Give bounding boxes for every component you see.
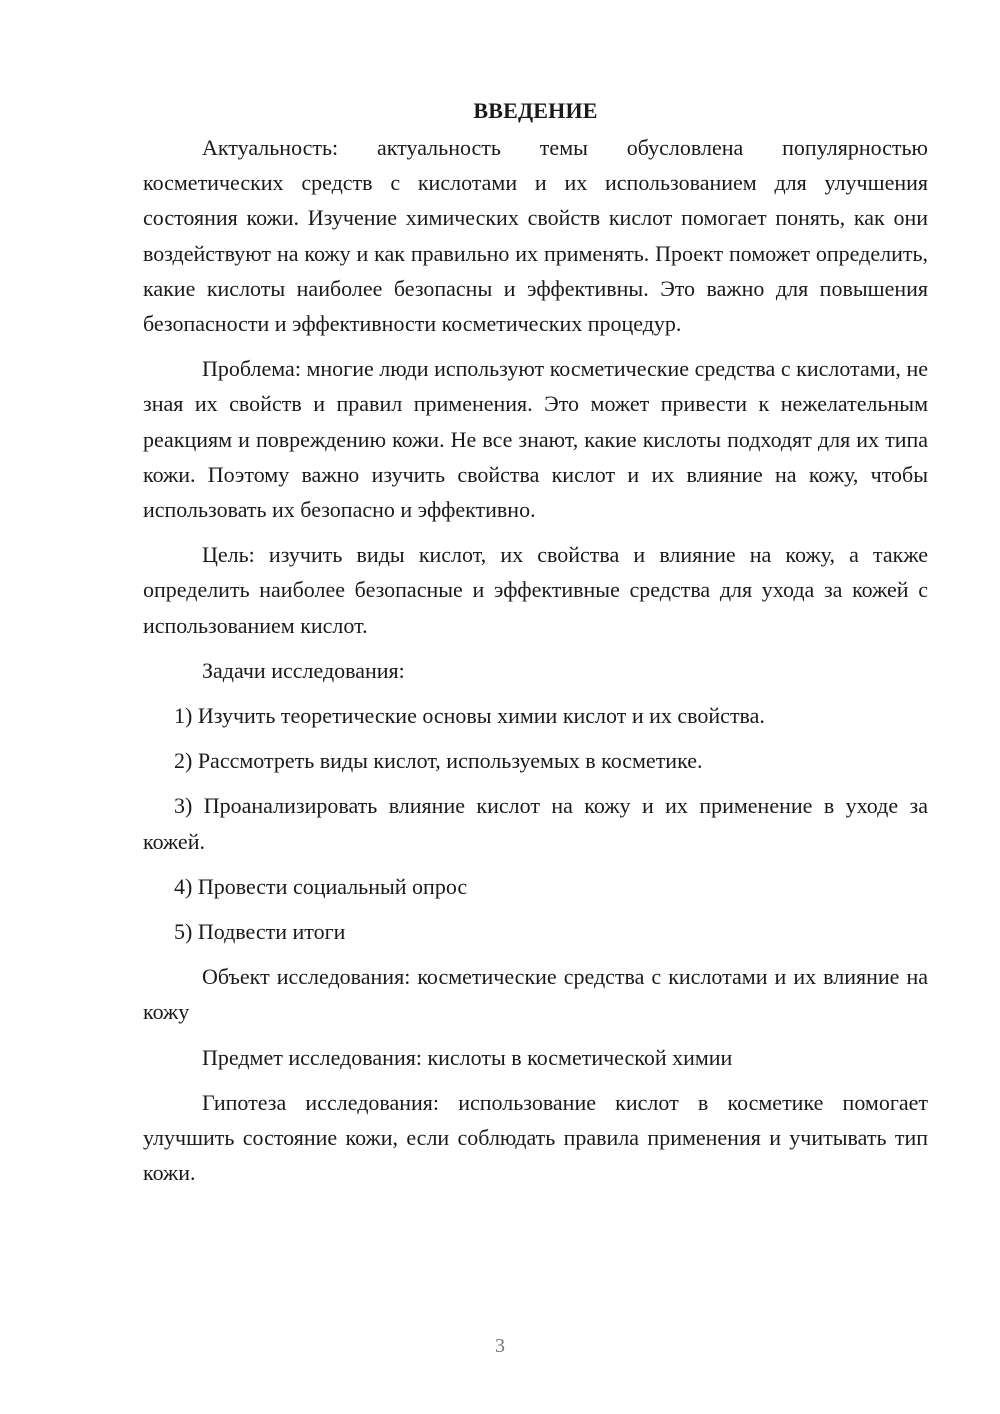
tasks-title: Задачи исследования:	[202, 657, 405, 683]
task-item-1: 1) Изучить теоретические основы химии кислот и их свойства.	[174, 703, 765, 729]
goal-paragraph: Цель: изучить виды кислот, их свойства и влияние на кожу, а также определить наиболее безопасные и эффективные средства для ухода за кожей с использованием кислот.	[143, 542, 928, 638]
subject-paragraph: Предмет исследования: кислоты в косметической химии	[202, 1044, 733, 1070]
relevance-paragraph: Актуальность: актуальность темы обусловлена популярностью косметических средств с кислотами и их использованием для улучшения состояния кожи. Изучение химических свойств кислот помогает понять, как они воздействуют на кожу и как правильно их применять. Проект поможет определить, какие кислоты наиболее безопасны и эффективны. Это важно для повышения безопасности и эффективности косметических процедур.	[143, 135, 928, 337]
task-item-3: 3) Проанализировать влияние кислот на кожу и их применение в уходе за кожей.	[143, 793, 928, 854]
page-number: 3	[495, 1335, 505, 1357]
document-page	[143, 93, 928, 1200]
task-item-2: 2) Рассмотреть виды кислот, используемых в косметике.	[174, 748, 703, 774]
page-title: ВВЕДЕНИЕ	[473, 98, 598, 123]
task-item-4: 4) Провести социальный опрос	[174, 873, 468, 899]
problem-paragraph: Проблема: многие люди используют косметические средства с кислотами, не зная их свойств и правил применения. Это может привести к нежелательным реакциям и повреждению кожи. Не все знают, какие кислоты подходят для их типа кожи. Поэтому важно изучить свойства кислот и их влияние на кожу, чтобы использовать их безопасно и эффективно.	[143, 356, 928, 523]
hypothesis-paragraph: Гипотеза исследования: использование кислот в косметике помогает улучшить состояние кожи, если соблюдать правила применения и учитывать тип кожи.	[143, 1089, 928, 1186]
tasks-list	[143, 698, 928, 949]
task-item-5: 5) Подвести итоги	[174, 919, 346, 945]
object-paragraph: Объект исследования: косметические средства с кислотами и их влияние на кожу	[143, 964, 928, 1025]
